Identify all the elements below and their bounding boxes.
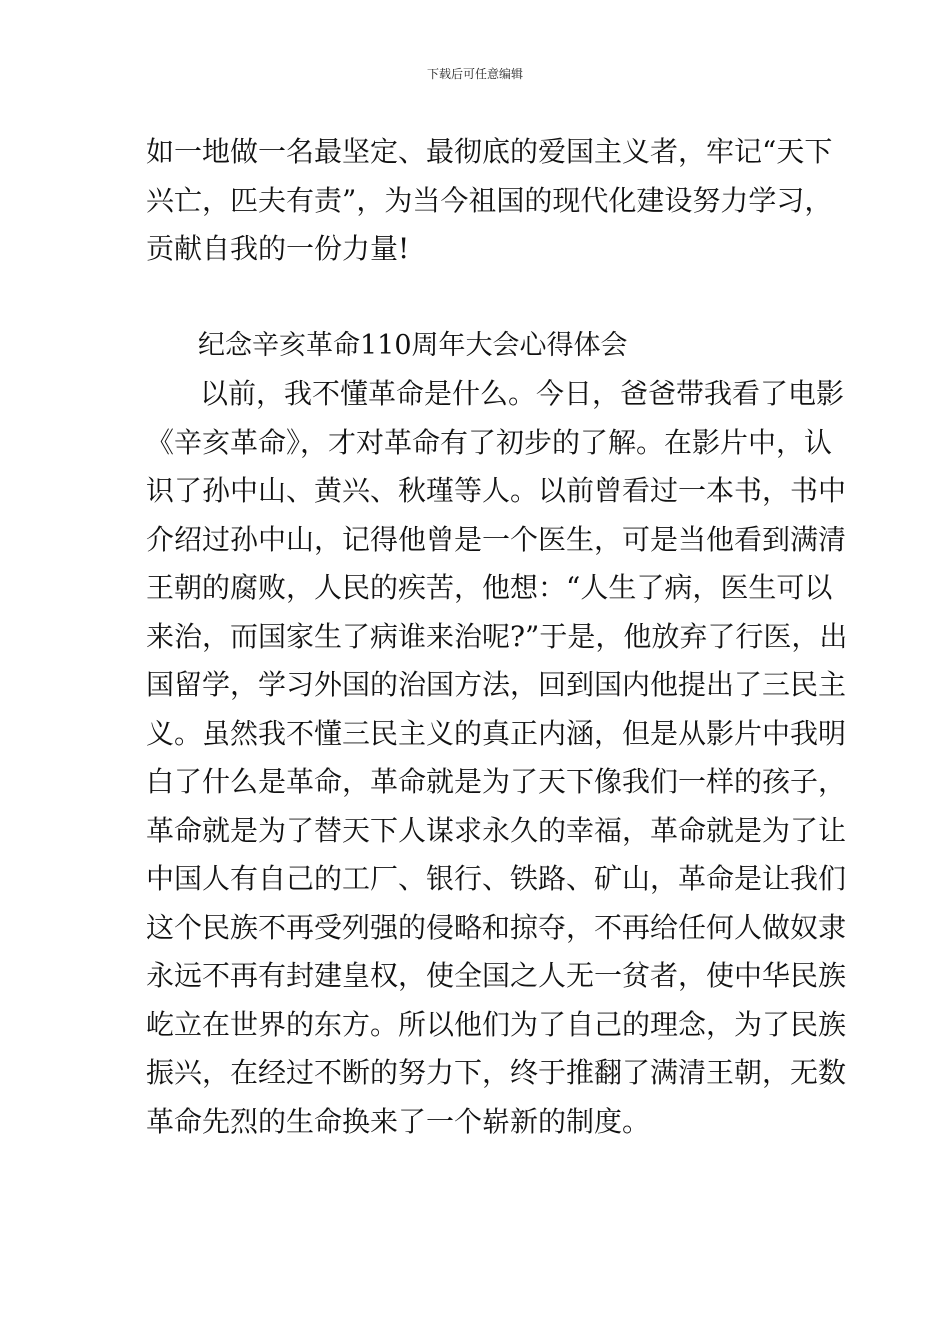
paragraph-line: 屹立在世界的东方。所以他们为了自己的理念，为了民族 <box>146 1007 847 1041</box>
paragraph-line: 介绍过孙中山，记得他曾是一个医生，可是当他看到满清 <box>146 522 847 556</box>
paragraph-line: 白了什么是革命，革命就是为了天下像我们一样的孩子， <box>146 765 847 798</box>
paragraph-line: 振兴，在经过不断的努力下，终于推翻了满清王朝，无数 <box>146 1056 847 1089</box>
paragraph-line: 来治，而国家生了病谁来治呢?”于是，他放弃了行医，出 <box>146 619 848 653</box>
paragraph-line: 如一地做一名最坚定、最彻底的爱国主义者，牢记“天下 <box>146 135 833 168</box>
paragraph-line: 贡献自我的一份力量! <box>146 232 410 265</box>
essay-paragraph <box>146 370 848 1146</box>
page-header: 下载后可任意编辑 <box>426 67 523 81</box>
section-gap <box>146 274 808 322</box>
document-body <box>146 128 848 1146</box>
paragraph-line: 识了孙中山、黄兴、秋瑾等人。以前曾看过一本书，书中 <box>146 474 847 507</box>
continuation-paragraph <box>146 128 833 274</box>
paragraph-line: 中国人有自己的工厂、银行、铁路、矿山，革命是让我们 <box>146 862 847 895</box>
paragraph-line: 王朝的腐败，人民的疾苦，他想：“人生了病，医生可以 <box>146 571 833 604</box>
paragraph-line: 革命先烈的生命换来了一个崭新的制度。 <box>146 1104 651 1138</box>
paragraph-line: 义。虽然我不懂三民主义的真正内涵，但是从影片中我明 <box>146 716 847 750</box>
paragraph-line: 永远不再有封建皇权，使全国之人无一贫者，使中华民族 <box>146 959 847 992</box>
paragraph-line: 兴亡，匹夫有责”，为当今祖国的现代化建设努力学习， <box>146 183 833 217</box>
paragraph-line: 以前，我不懂革命是什么。今日，爸爸带我看了电影 <box>200 377 845 410</box>
paragraph-line: 这个民族不再受列强的侵略和掠夺，不再给任何人做奴隶 <box>146 910 847 944</box>
paragraph-line: 革命就是为了替天下人谋求永久的幸福，革命就是为了让 <box>146 813 847 847</box>
paragraph-line: 国留学，学习外国的治国方法，回到国内他提出了三民主 <box>146 668 847 701</box>
paragraph-line: 《辛亥革命》，才对革命有了初步的了解。在影片中，认 <box>146 425 833 459</box>
essay-title: 纪念辛亥革命110周年大会心得体会 <box>198 329 628 361</box>
